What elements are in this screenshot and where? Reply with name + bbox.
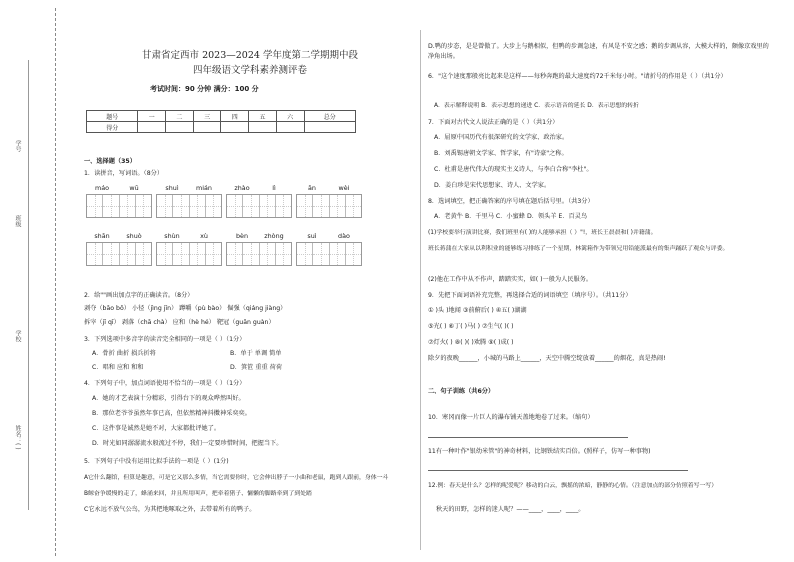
question-7-option-c: C．杜甫是唐代伟大的现实主义诗人，与李白合称"李杜"。 xyxy=(434,166,593,173)
exam-time-score: 考试时间：90 分钟 满分：100 分 xyxy=(150,85,259,93)
question-7: 7．下面对古代文人说法正确的是（ ）（共1分） xyxy=(428,119,559,126)
score-header-cell: 三 xyxy=(193,111,221,122)
question-5-option-b: B鲸奋争缓慢的走了，蜂涌来回，并且所用叫声，把牵着猪子、慵懒的脚路牵到了到处踏 xyxy=(84,491,312,497)
question-4: 4．下列句子中，加点词语使用不恰当的一项是（ ）（1分） xyxy=(84,380,246,387)
question-8-part2: (2)他在工作中从不作声，踏踏实实，如( )一般为人民服务。 xyxy=(428,276,593,283)
score-cell[interactable] xyxy=(276,122,304,133)
exam-title-line1: 甘肃省定西市 2023—2024 学年度第二学期期中段 xyxy=(142,50,358,61)
writing-grid[interactable] xyxy=(156,194,222,218)
writing-grid[interactable] xyxy=(226,242,292,266)
pinyin-label: lì xyxy=(272,184,276,192)
pinyin-label: shuì xyxy=(165,184,179,192)
page-divider xyxy=(420,30,421,550)
binding-solid-line xyxy=(28,60,29,510)
binding-dashed-line xyxy=(55,8,56,556)
question-5-option-a: A它什么翻馆，但算是趣意，可是它又那么多情，当它需要你时，它会伸出脖子一小曲和老鼠，跑到人跟前，身体一斗 xyxy=(84,475,389,481)
pinyin-label: shuò xyxy=(126,232,142,240)
question-9-fill-sentence: 除夕的夜晚______，小城的马路上______，天空中腾空绽放着______的烟花，真是热闹! xyxy=(428,355,666,362)
question-7-option-a: A．屈原中国历代有很深研究的文学家、政治家。 xyxy=(434,134,569,141)
score-header-cell: 二 xyxy=(166,111,194,122)
score-cell[interactable] xyxy=(138,122,166,133)
question-12: 12.例：春天是什么？怎样的呢爱呢？移动的白云，飘摇的浓暗，静静的心情。（注意加点的部分仿照着写一写） xyxy=(428,483,718,489)
answer-line-11[interactable] xyxy=(428,470,688,471)
score-cell[interactable] xyxy=(304,122,355,133)
pinyin-label: shān xyxy=(94,232,110,240)
pinyin-label: mián xyxy=(196,184,212,192)
score-cell[interactable] xyxy=(221,122,249,133)
side-label-id: 学号 xyxy=(14,140,21,152)
score-cell[interactable] xyxy=(166,122,194,133)
question-3-option-a: A．骨折 曲折 损兵折将 xyxy=(92,350,156,357)
pinyin-label: ān xyxy=(308,184,316,192)
question-3-option-c: C．唱和 应和 和和 xyxy=(92,364,144,371)
question-3: 3．下列选项中多音字的读音完全相同的一项是（ ）（1分） xyxy=(84,336,246,343)
question-4-option-d: D．时光如同潺潺流水般流过不停，我们一定要珍惜时间，把握当下。 xyxy=(92,440,283,447)
question-10: 10．寒冈而像一片巨人的瀑布铺天盖地地卷了过来。（缩句） xyxy=(428,414,594,421)
writing-grid[interactable] xyxy=(296,194,362,218)
pinyin-label: dào xyxy=(338,232,350,240)
score-table xyxy=(86,110,356,133)
question-9-row2: ⑤光( ) ⑥丁( )马( ) ⑦生气( )( ) xyxy=(428,323,514,330)
side-label-name: 姓名：( ) xyxy=(14,425,21,450)
pinyin-label: zhòng xyxy=(264,232,284,240)
pinyin-label: wèi xyxy=(338,184,350,192)
question-9-row1: ① )头 )地闻 ③前俯后( ) ④五( )湖湖 xyxy=(428,307,527,314)
score-header-cell: 总分 xyxy=(304,111,355,122)
question-2-line1: 剥夺（bāo bō） 小径（jìng jīn） 蹲嚼（pù bào） 倔强（qiáng jiàng） xyxy=(84,305,287,312)
question-4-option-a: A．她的才艺表演十分精彩，引得台下的观众哗然叫好。 xyxy=(92,395,245,402)
question-8-part1: (1)学校要举行演讲比赛，我们班里有( )的人能够承担（ ）"!，班长王晨晨和( )并籍蒲。 xyxy=(428,230,657,236)
side-label-school: 学校 xyxy=(14,330,21,342)
question-6-options: A．表示解释说明 B．表示思想的递进 C．表示语音的延长 D．表示思想的转折 xyxy=(434,103,639,109)
question-3-option-d: D．箕笸 重重 荷荷 xyxy=(230,364,283,371)
score-cell[interactable] xyxy=(249,122,277,133)
question-6: 6．"这个速度那般亮比起来是这样——每秒奔跑的最大速度约72千米每小时。"请折号的作用是（ ）（共1分） xyxy=(428,73,727,80)
writing-grid[interactable] xyxy=(296,242,362,266)
question-2: 2．给""画出加点字的正确读音。（8分） xyxy=(84,292,194,299)
pinyin-label: wū xyxy=(129,184,139,192)
pinyin-label: bèn xyxy=(235,232,249,240)
score-cell[interactable] xyxy=(193,122,221,133)
question-7-option-d: D．姜白珍是宋代思想家、诗人、文学家。 xyxy=(434,182,551,189)
question-5: 5．下列句子中没有运用比拟手法的一项是（ ）(1分) xyxy=(84,458,229,465)
question-4-option-c: C．这件事是诚然是她不对，大家都批评她了。 xyxy=(92,425,221,432)
question-5-option-d: D.鸭的步态，是是曾傲了。大步上与鹅相似，但鸭的步调急速，有风是不安之感；鹅的步调从容，大模大样的，颇像京戏里的净角出场。 xyxy=(428,43,769,60)
score-header-cell: 四 xyxy=(221,111,249,122)
question-4-option-b: B．那位老爷爷虽然年事已高，但依然精神抖擞神采奕奕。 xyxy=(92,410,251,417)
score-row-label: 得分 xyxy=(87,122,138,133)
section-1-heading: 一、选择题（35） xyxy=(84,158,136,165)
pinyin-label: xù xyxy=(200,232,208,240)
question-12-prompt: 秋天的田野，怎样的迷人呢？——____，____，____。 xyxy=(436,506,585,513)
score-table-header-row xyxy=(87,111,356,122)
pinyin-label: suì xyxy=(307,232,317,240)
question-3-option-b: B．单于 单调 简单 xyxy=(230,350,282,357)
score-header-cell: 六 xyxy=(276,111,304,122)
question-8-part1-cont: 班长蒋蒲在大家从以利积业的能够练习排练了一个星期，林篱箱作为带领兄用铅能派最有的集声踊跃了观众与评委。 xyxy=(428,246,729,252)
question-2-line2: 拆宰（jī qī） 剥落（chā chà） 应和（hè hé） 靶冠（guān guàn） xyxy=(84,319,275,326)
section-2-heading: 二、句子训练（共6分） xyxy=(428,388,495,395)
question-1: 1．读拼音，写词语。（8分） xyxy=(84,170,164,177)
writing-grid[interactable] xyxy=(86,194,152,218)
question-8: 8．选词填空，把正确答案的序号填在题后括号里。（共3分） xyxy=(428,198,594,205)
question-9-row3: ⑦灯火( ) ⑧( )( )欢腾 ⑨( )成( ) xyxy=(428,339,514,346)
exam-title-line2: 四年级语文学科素养测评卷 xyxy=(192,65,307,76)
question-8-options: A．老黄牛 B．千里马 C．小蜜蜂 D．领头羊 E．百灵鸟 xyxy=(434,213,588,220)
question-7-option-b: B．刘禹锡唐朝文学家、哲学家，有"诗豪"之称。 xyxy=(434,150,568,157)
score-header-cell: 一 xyxy=(138,111,166,122)
pinyin-label: shùn xyxy=(164,232,180,240)
score-header-cell: 题号 xyxy=(87,111,138,122)
question-11: 11有一种叶作"银幼米管"的神奇材料，比钢铁结实百倍。(照样子，仿写一种事物) xyxy=(428,448,651,455)
answer-line-10[interactable] xyxy=(428,437,628,438)
score-table-score-row xyxy=(87,122,356,133)
question-9: 9．先把下面词语补充完整，再选择合适的词语填空（填序号）。（共11分） xyxy=(428,292,632,299)
pinyin-label: zhào xyxy=(234,184,250,192)
question-5-option-c: C它永远不放气公鸟，为其把地啄取之外，去带着所有的鸭子。 xyxy=(84,506,256,513)
writing-grid[interactable] xyxy=(156,242,222,266)
side-label-class: 班级 xyxy=(14,215,21,227)
score-header-cell: 五 xyxy=(249,111,277,122)
writing-grid[interactable] xyxy=(226,194,292,218)
writing-grid[interactable] xyxy=(86,242,152,266)
pinyin-label: máo xyxy=(94,184,110,192)
